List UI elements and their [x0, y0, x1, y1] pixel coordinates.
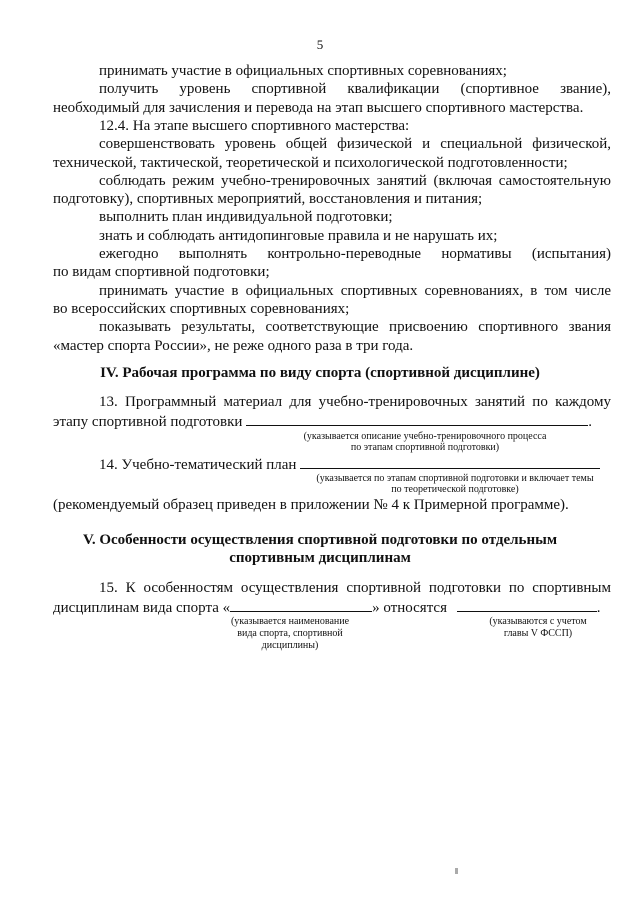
paragraph-15-text-b: » относятся: [372, 600, 447, 616]
text-line: совершенствовать уровень общей физической и специальной физической,: [99, 136, 611, 152]
note-line: (указываются с учетом: [489, 616, 587, 627]
text-line: технической, тактической, теоретической и психологической подготовленности;: [53, 155, 568, 171]
text-line: (рекомендуемый образец приведен в приложении № 4 к Примерной программе).: [53, 497, 569, 513]
scan-mark: [455, 868, 458, 874]
text-line: 12.4. На этапе высшего спортивного мастерства:: [99, 118, 410, 134]
paragraph-13-text: этапу спортивной подготовки: [53, 414, 243, 430]
section-heading-v-line1: V. Особенности осуществления спортивной подготовки по отдельным: [82, 532, 558, 548]
paragraph-13-end: .: [588, 414, 592, 430]
text-line: знать и соблюдать антидопинговые правила и не нарушать их;: [99, 228, 498, 244]
page-number: 5: [316, 37, 324, 52]
text-line: необходимый для зачисления и перевода на этап высшего спортивного мастерства.: [53, 100, 584, 116]
note-line: по теоретической подготовке): [391, 484, 519, 495]
paragraph-15-end: .: [596, 600, 601, 616]
note-line: по этапам спортивной подготовки): [350, 442, 500, 453]
note-line: главы V ФССП): [503, 628, 573, 639]
note-line: (указывается описание учебно-тренировочного процесса: [303, 431, 547, 442]
text-line: соблюдать режим учебно-тренировочных занятий (включая самостоятельную: [99, 173, 611, 189]
text-line: показывать результаты, соответствующие присвоению спортивного звания: [99, 319, 611, 335]
text-line: принимать участие в официальных спортивных соревнованиях;: [99, 63, 507, 79]
paragraph-14-text: 14. Учебно-тематический план: [99, 457, 297, 473]
paragraph-13-line1: 13. Программный материал для учебно-тренировочных занятий по каждому: [99, 394, 611, 410]
note-line: (указывается по этапам спортивной подготовки и включает темы: [316, 473, 594, 484]
section-heading-iv: IV. Рабочая программа по виду спорта (спортивной дисциплине): [100, 365, 540, 381]
text-line: по видам спортивной подготовки;: [53, 264, 270, 280]
text-line: выполнить план индивидуальной подготовки;: [99, 209, 393, 225]
text-line: во всероссийских спортивных соревнованиях;: [53, 301, 350, 317]
text-line: «мастер спорта России», не реже одного раза в три года.: [53, 338, 414, 354]
paragraph-15-text-a: дисциплинам вида спорта «: [53, 600, 231, 616]
paragraph-13-line2: [53, 412, 592, 431]
fill-in-blank: [230, 598, 372, 612]
text-line: ежегодно выполнять контрольно-переводные нормативы (испытания): [99, 246, 611, 262]
note-line: дисциплины): [261, 640, 319, 651]
section-heading-v-line2: спортивным дисциплинам: [229, 550, 411, 566]
fill-in-blank: [246, 412, 588, 426]
fill-in-blank: [300, 455, 600, 469]
note-line: вида спорта, спортивной: [237, 628, 343, 639]
text-line: получить уровень спортивной квалификации (спортивное звание),: [99, 81, 611, 97]
text-line: принимать участие в официальных спортивных соревнованиях, в том числе: [99, 283, 611, 299]
fill-in-blank: [457, 598, 597, 612]
paragraph-14-line: [99, 455, 600, 474]
text-line: подготовку), спортивных мероприятий, восстановления и питания;: [53, 191, 483, 207]
paragraph-15-line2: [53, 598, 601, 617]
paragraph-15-line1: 15. К особенностям осуществления спортивной подготовки по спортивным: [99, 580, 611, 596]
note-line: (указывается наименование: [230, 616, 350, 627]
